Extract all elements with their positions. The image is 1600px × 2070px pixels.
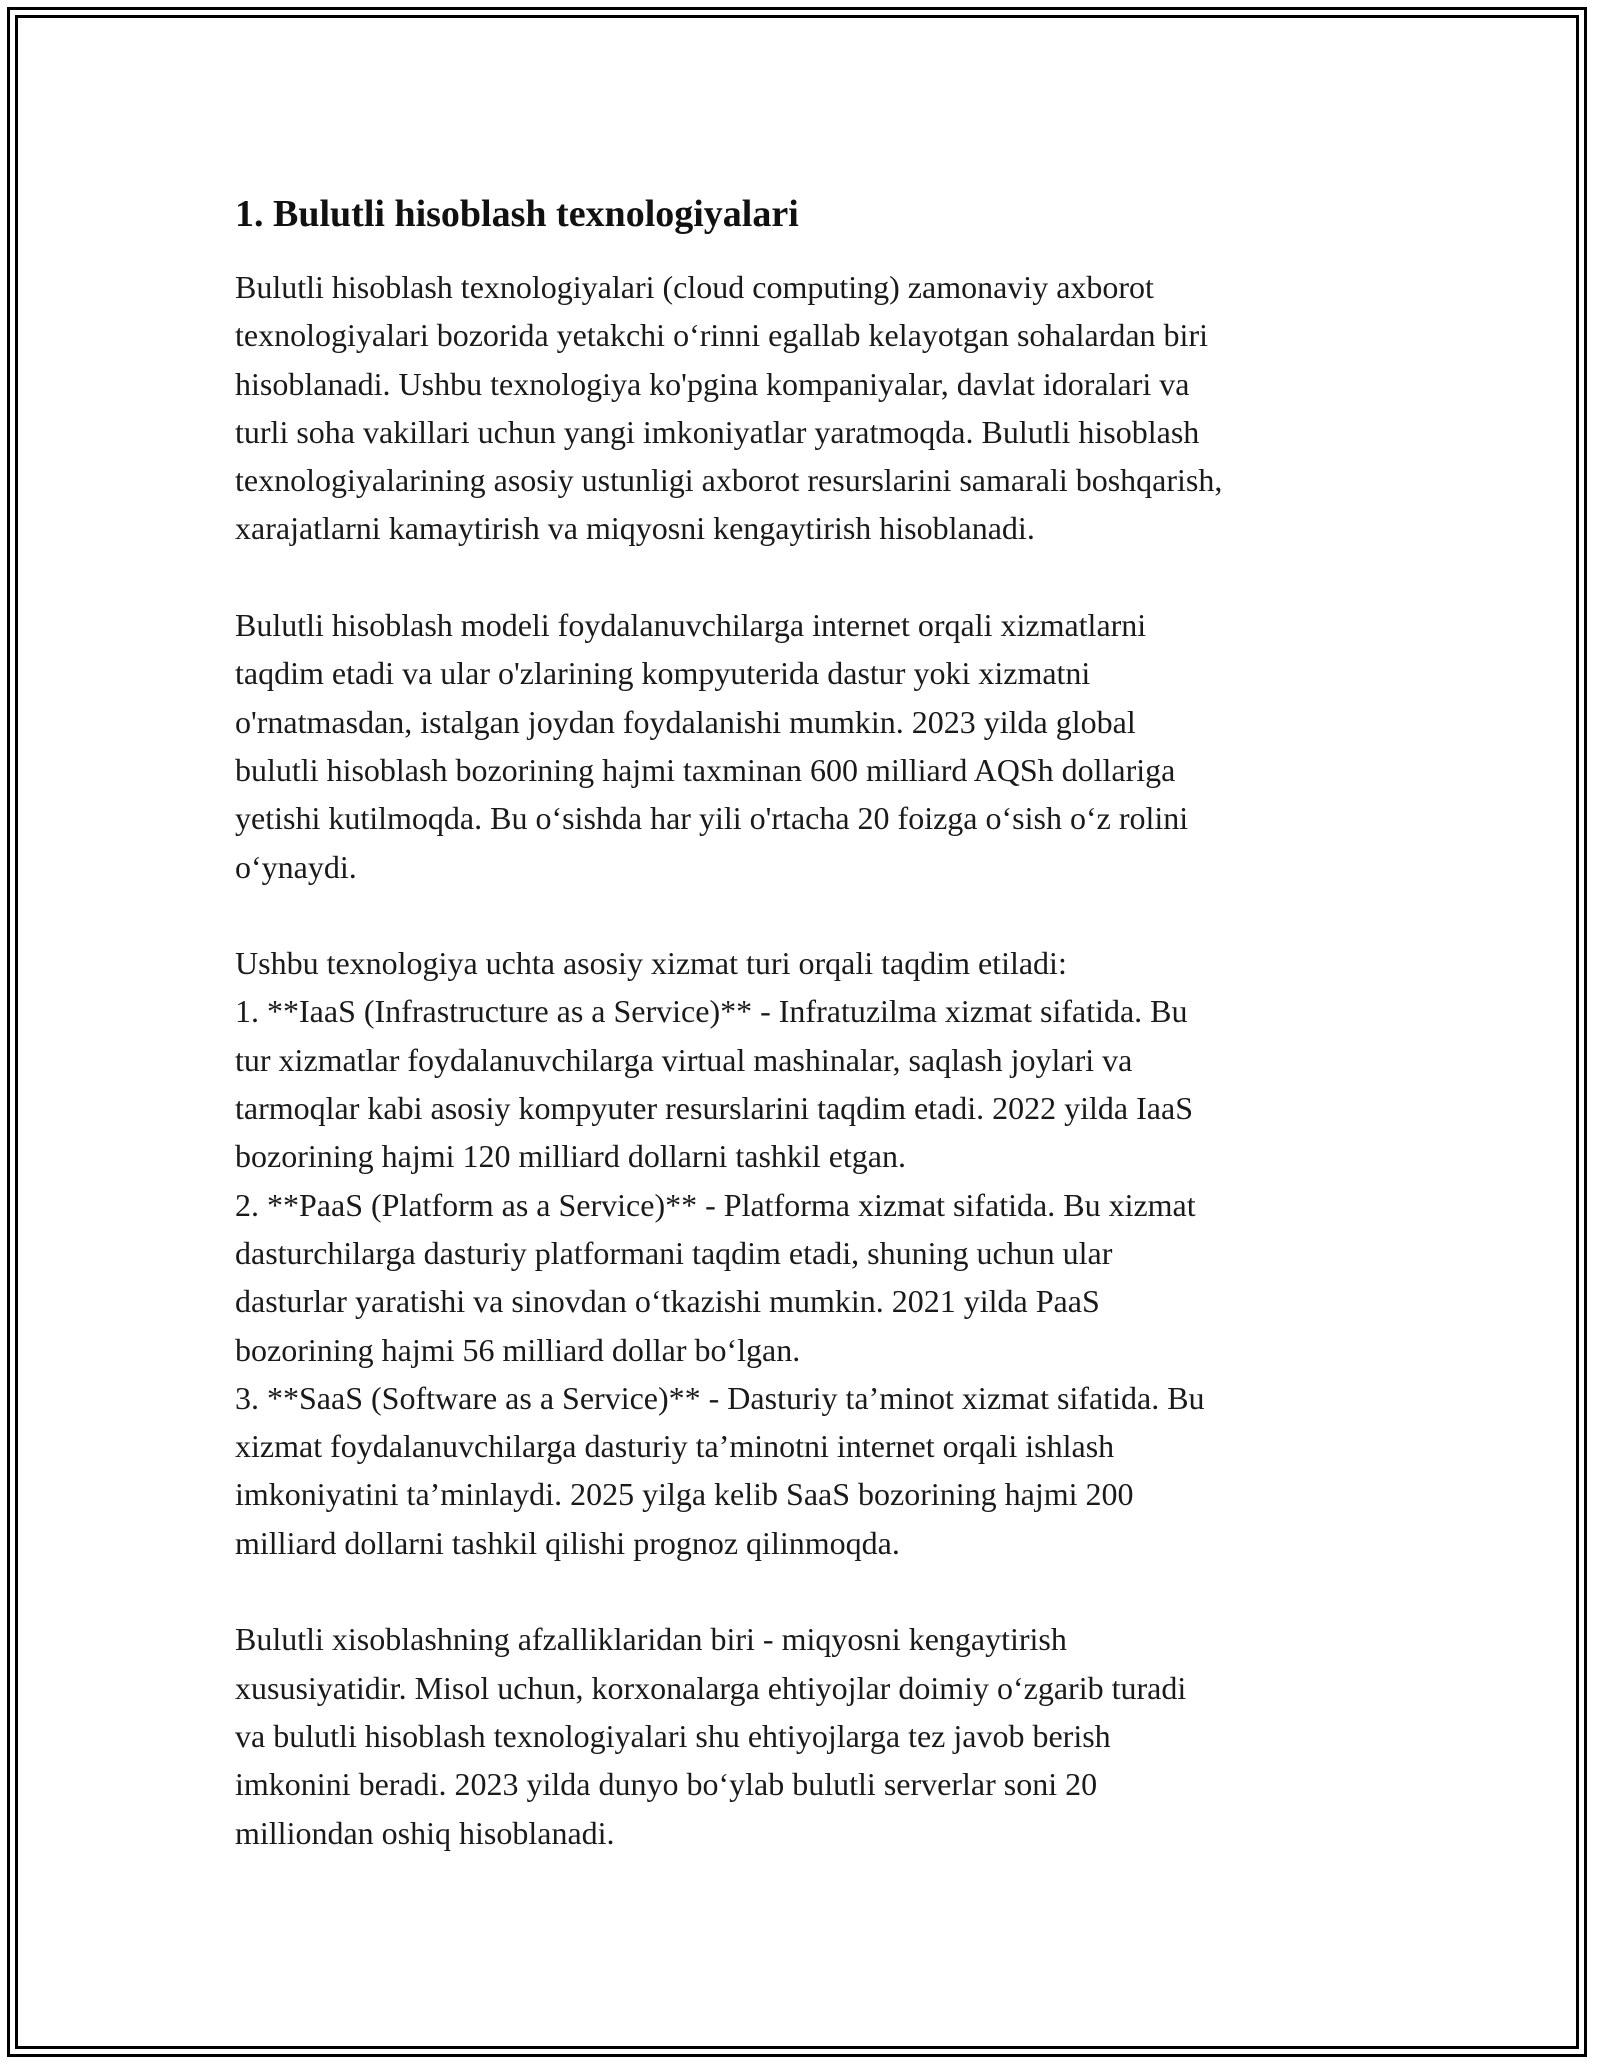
paragraph-spacer	[235, 891, 1385, 939]
paragraph-service-types	[235, 939, 1385, 1567]
text-line: dasturlar yaratishi va sinovdan oʻtkazishi mumkin. 2021 yilda PaaS	[235, 1283, 1100, 1320]
text-line: milliard dollarni tashkil qilishi prognoz qilinmoqda.	[235, 1524, 900, 1561]
section-heading: 1. Bulutli hisoblash texnologiyalari	[235, 193, 799, 235]
paragraph-spacer	[235, 553, 1385, 601]
text-line: 1. **IaaS (Infrastructure as a Service)** - Infratuzilma xizmat sifatida. Bu	[235, 993, 1188, 1030]
text-line: texnologiyalarining asosiy ustunligi axborot resurslarini samarali boshqarish,	[235, 462, 1223, 499]
text-line: texnologiyalari bozorida yetakchi oʻrinni egallab kelayotgan sohalardan biri	[235, 317, 1208, 354]
paragraph-spacer	[235, 1567, 1385, 1615]
paragraph-model	[235, 601, 1385, 891]
text-line: turli soha vakillari uchun yangi imkoniyatlar yaratmoqda. Bulutli hisoblash	[235, 413, 1200, 450]
paragraph-intro	[235, 263, 1385, 553]
text-line: 3. **SaaS (Software as a Service)** - Dasturiy taʼminot xizmat sifatida. Bu	[235, 1379, 1205, 1416]
text-line: xizmat foydalanuvchilarga dasturiy taʼminotni internet orqali ishlash	[235, 1428, 1115, 1465]
text-line: Bulutli xisoblashning afzalliklaridan biri - miqyosni kengaytirish	[235, 1621, 1067, 1658]
text-line: hisoblanadi. Ushbu texnologiya ko'pgina kompaniyalar, davlat idoralari va	[235, 365, 1190, 402]
text-line: oʻynaydi.	[235, 848, 357, 885]
paragraph-scalability	[235, 1615, 1385, 1856]
text-line: bulutli hisoblash bozorining hajmi taxminan 600 milliard AQSh dollariga	[235, 751, 1176, 788]
text-line: imkonini beradi. 2023 yilda dunyo boʻylab bulutli serverlar soni 20	[235, 1766, 1098, 1803]
text-line: dasturchilarga dasturiy platformani taqdim etadi, shuning uchun ular	[235, 1234, 1113, 1271]
text-line: bozorining hajmi 56 milliard dollar boʻlgan.	[235, 1331, 801, 1368]
text-line: Ushbu texnologiya uchta asosiy xizmat turi orqali taqdim etiladi:	[235, 945, 1067, 982]
text-line: tur xizmatlar foydalanuvchilarga virtual mashinalar, saqlash joylari va	[235, 1041, 1133, 1078]
text-line: Bulutli hisoblash modeli foydalanuvchilarga internet orqali xizmatlarni	[235, 607, 1147, 644]
text-line: xususiyatidir. Misol uchun, korxonalarga ehtiyojlar doimiy oʻzgarib turadi	[235, 1669, 1187, 1706]
text-line: yetishi kutilmoqda. Bu oʻsishda har yili o'rtacha 20 foizga oʻsish oʻz rolini	[235, 800, 1189, 837]
text-line: Bulutli hisoblash texnologiyalari (cloud computing) zamonaviy axborot	[235, 269, 1154, 305]
text-line: taqdim etadi va ular o'zlarining kompyuterida dastur yoki xizmatni	[235, 655, 1091, 692]
text-line: tarmoqlar kabi asosiy kompyuter resurslarini taqdim etadi. 2022 yilda IaaS	[235, 1090, 1193, 1127]
text-line: bozorining hajmi 120 milliard dollarni tashkil etgan.	[235, 1138, 906, 1175]
text-line: imkoniyatini taʼminlaydi. 2025 yilga kelib SaaS bozorining hajmi 200	[235, 1476, 1134, 1513]
text-line: 2. **PaaS (Platform as a Service)** - Platforma xizmat sifatida. Bu xizmat	[235, 1186, 1196, 1223]
document-body	[235, 180, 1385, 1857]
text-line: o'rnatmasdan, istalgan joydan foydalanishi mumkin. 2023 yilda global	[235, 703, 1136, 740]
text-line: xarajatlarni kamaytirish va miqyosni kengaytirish hisoblanadi.	[235, 510, 1035, 547]
text-line: milliondan oshiq hisoblanadi.	[235, 1814, 615, 1851]
text-line: va bulutli hisoblash texnologiyalari shu ehtiyojlarga tez javob berish	[235, 1717, 1111, 1754]
